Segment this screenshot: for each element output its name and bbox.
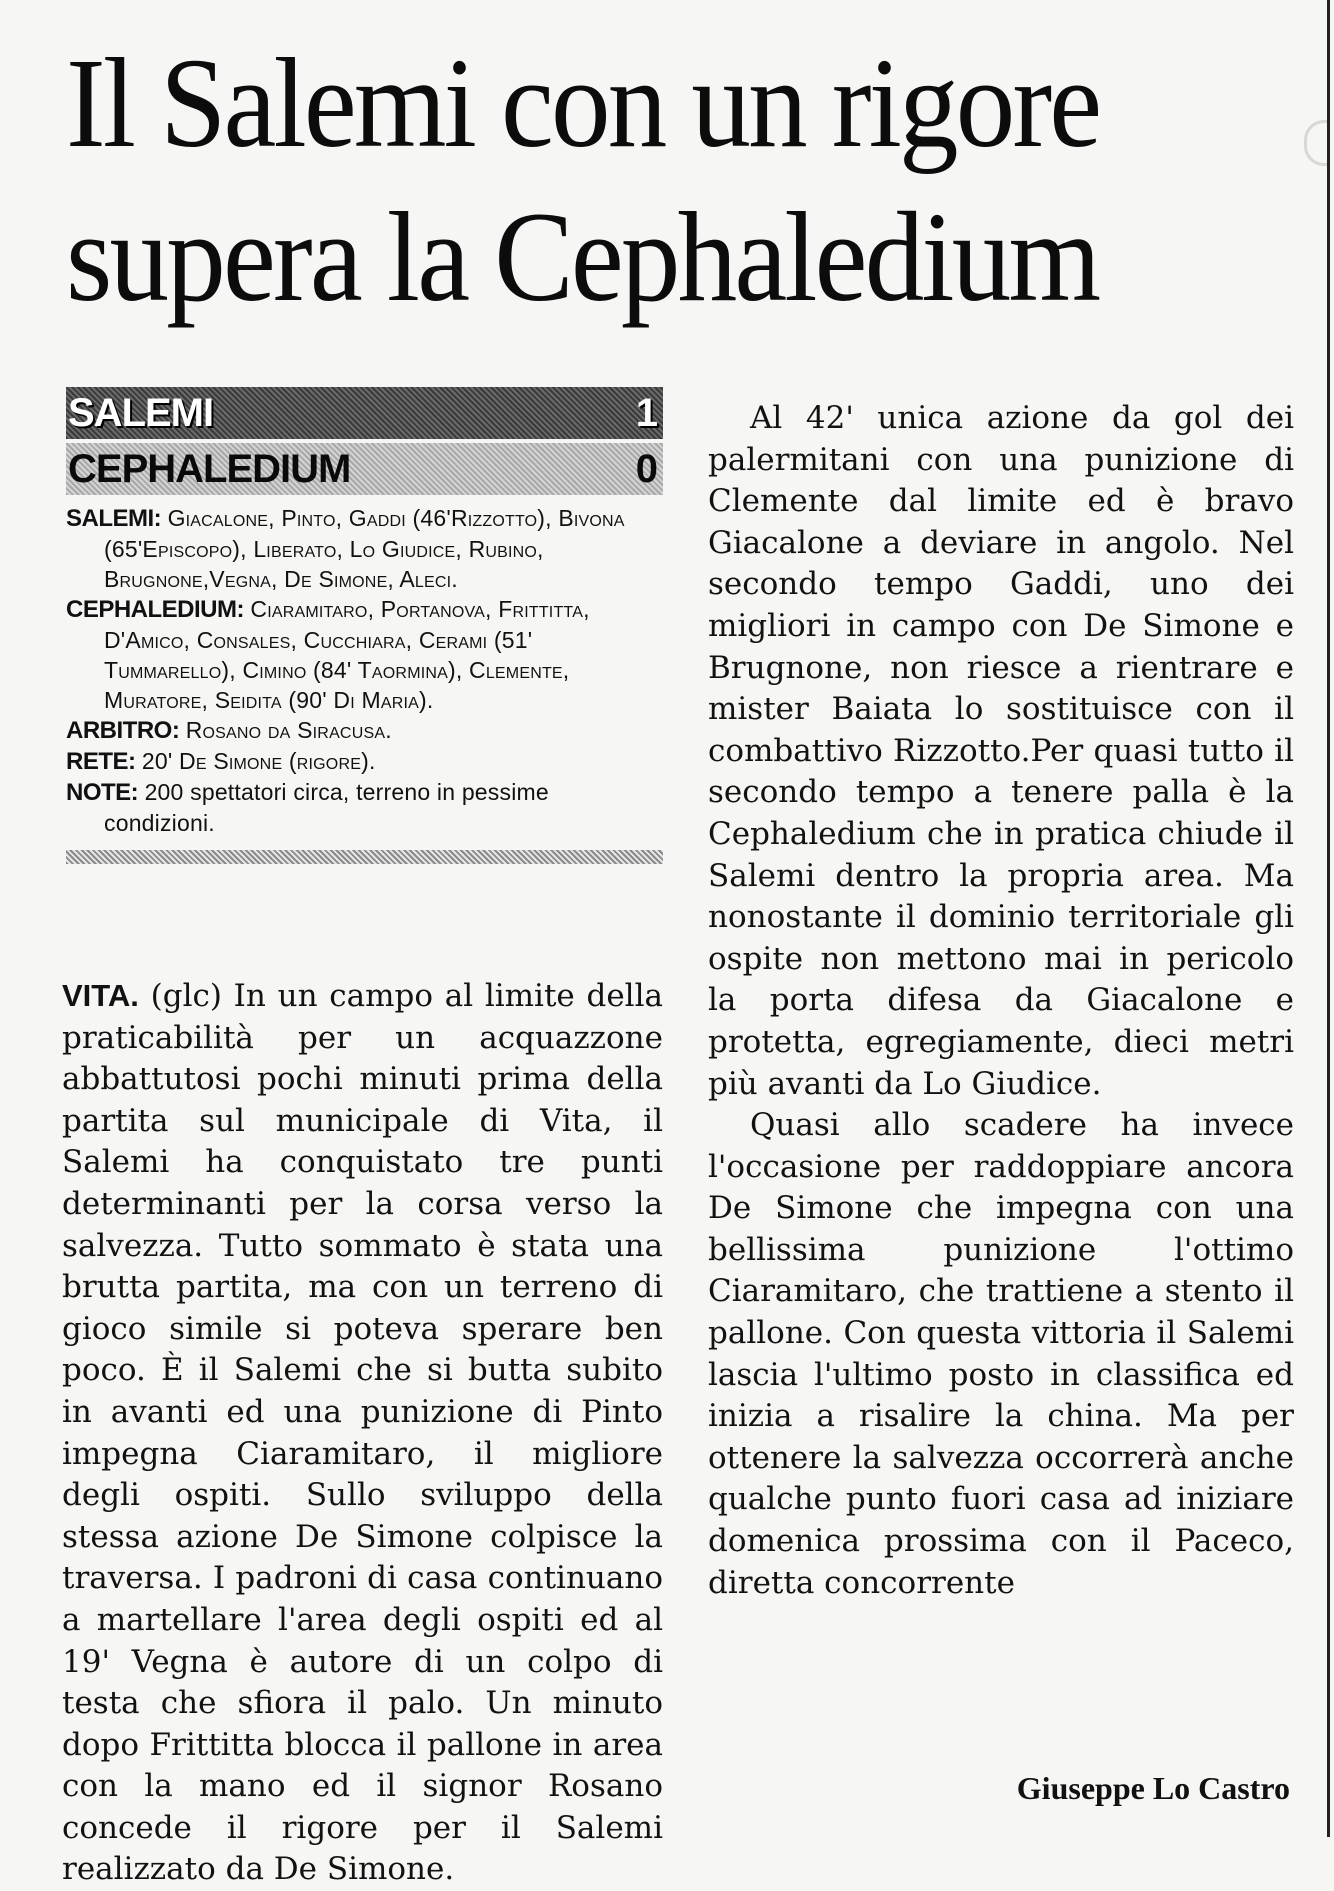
section-divider bbox=[66, 850, 663, 864]
match-scoreboard bbox=[66, 387, 663, 864]
article-paragraph-2: Al 42' unica azione da gol dei palermitani con una punizione di Clemente dal limite ed è bravo Giacalone a deviare in angolo. Nel secondo tempo Gaddi, uno dei migliori in campo con De Simone e Brugnone, non riesce a rientrare e mister Baiata lo sostituisce con il combattivo Rizzotto.Per quasi tutto il secondo tempo a tenere palla è la Cephaledium che in pratica chiude il Salemi dentro la propria area. Ma nonostante il dominio territoriale gli ospite non mettono mai in pericolo la porta difesa da Giacalone e protetta, egregiamente, dieci metri più avanti da Lo Giudice. bbox=[708, 400, 1294, 1102]
notes-label: NOTE: bbox=[66, 779, 139, 806]
away-team-name: CEPHALEDIUM bbox=[68, 447, 351, 491]
home-team-name: SALEMI bbox=[68, 391, 214, 435]
referee-line bbox=[66, 715, 663, 746]
notes-line bbox=[66, 777, 663, 838]
salemi-lineup-players: Giacalone, Pinto, Gaddi (46'Rizzotto), Bivona (65'Episcopo), Liberato, Lo Giudice, Rubino, Brugnone,Vegna, De Simone, Aleci. bbox=[104, 505, 625, 592]
article-paragraph-1 bbox=[62, 975, 663, 1891]
author-byline: Giuseppe Lo Castro bbox=[1016, 1770, 1290, 1806]
goal-label: RETE: bbox=[66, 748, 136, 775]
away-team-goals: 0 bbox=[635, 447, 657, 491]
article-column-right bbox=[708, 398, 1294, 1604]
goal-line bbox=[66, 746, 663, 777]
home-team-goals: 1 bbox=[635, 391, 657, 435]
cephaledium-lineup bbox=[66, 594, 663, 715]
salemi-lineup bbox=[66, 503, 663, 594]
referee-label: ARBITRO: bbox=[66, 717, 180, 744]
article-paragraph-1-text: (glc) In un campo al limite della praticabilità per un acquazzone abbattutosi pochi minuti prima della partita sul municipale di Vita, il Salemi ha conquistato tre punti determinanti per la corsa verso la salvezza. Tutto sommato è stata una brutta partita, ma con un terreno di gioco simile si poteva sperare ben poco. È il Salemi che si butta subito in avanti ed una punizione di Pinto impegna Ciaramitaro, il migliore degli ospiti. Sullo sviluppo della stessa azione De Simone colpisce la traversa. I padroni di casa continuano a martellare l'area degli ospiti ed al 19' Vegna è autore di un colpo di testa che sfiora il palo. Un minuto dopo Frittitta blocca il pallone in area con la mano ed il signor Rosano concede il rigore per il Salemi realizzato da De Simone. bbox=[62, 978, 663, 1888]
cephaledium-lineup-players: Ciaramitaro, Portanova, Frittitta, D'Amico, Consales, Cucchiara, Cerami (51' Tummarello), Cimino (84' Taormina), Clemente, Muratore, Seidita (90' Di Maria). bbox=[104, 596, 590, 713]
notes-value: 200 spettatori circa, terreno in pessime condizioni. bbox=[104, 779, 549, 836]
adjacent-page-bleed bbox=[1304, 120, 1327, 166]
home-team-row bbox=[66, 387, 663, 439]
article-paragraph-3: Quasi allo scadere ha invece l'occasione per raddoppiare ancora De Simone che impegna con una bellissima punizione l'ottimo Ciaramitaro, che trattiene a stento il pallone. Con questa vittoria il Salemi lascia l'ultimo posto in classifica ed inizia a risalire la china. Ma per ottenere la salvezza occorrerà anche qualche punto fuori casa ad iniziare domenica prossima con il Paceco, diretta concorrente bbox=[708, 1107, 1294, 1601]
dateline: VITA. bbox=[62, 978, 139, 1013]
goal-value: 20' De Simone (rigore). bbox=[141, 748, 376, 774]
referee-value: Rosano da Siracusa. bbox=[185, 717, 392, 743]
headline-line-2: supera la Cephaledium bbox=[66, 186, 1099, 328]
away-team-row bbox=[66, 443, 663, 495]
page-edge-rule bbox=[1327, 0, 1330, 1837]
match-details bbox=[66, 503, 663, 838]
article-column-left bbox=[62, 975, 663, 1888]
headline-line-1: Il Salemi con un rigore bbox=[66, 32, 1100, 174]
salemi-lineup-label: SALEMI: bbox=[66, 505, 162, 532]
article-headline bbox=[66, 26, 1229, 334]
cephaledium-lineup-label: CEPHALEDIUM: bbox=[66, 596, 244, 623]
